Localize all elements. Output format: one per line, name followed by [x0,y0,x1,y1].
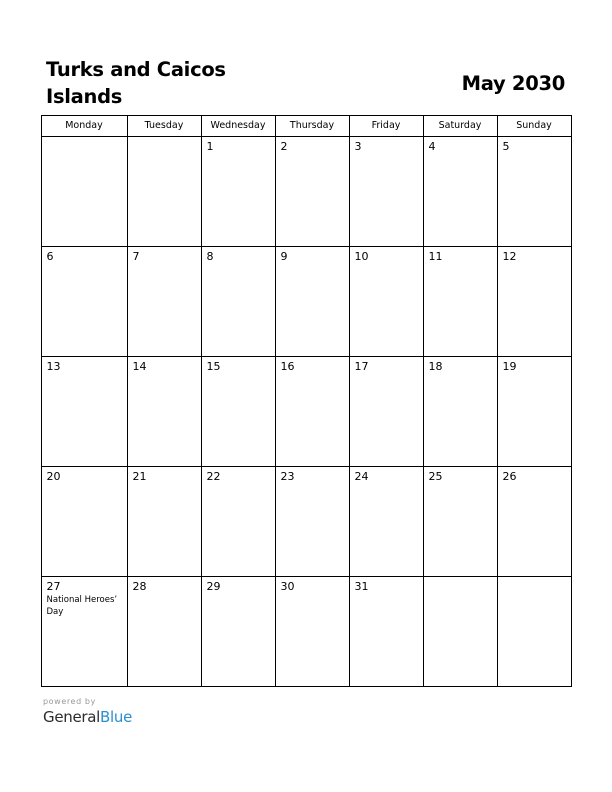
day-cell [41,576,127,686]
weekday-header: Monday [41,115,127,136]
weekday-header: Tuesday [127,115,201,136]
day-cell [497,576,571,686]
day-cell [497,356,571,466]
day-number: 8 [206,249,214,263]
day-cell [349,246,423,356]
holiday-label: National Heroes’ Day [46,594,118,617]
day-cell [127,246,201,356]
day-number: 12 [502,249,517,263]
day-cell [201,136,275,246]
day-number: 27 [46,579,61,593]
day-cell [41,356,127,466]
day-number: 2 [280,139,288,153]
day-number: 25 [428,469,443,483]
day-cell [41,466,127,576]
day-cell [349,136,423,246]
day-cell [275,576,349,686]
day-cell [423,356,497,466]
brand-name [43,707,132,727]
calendar-grid [41,115,572,687]
week-row [41,136,571,246]
weekday-header: Friday [349,115,423,136]
weekday-header: Wednesday [201,115,275,136]
day-number: 14 [132,359,147,373]
day-number: 20 [46,469,61,483]
weekday-header: Saturday [423,115,497,136]
day-cell [349,576,423,686]
week-row [41,356,571,466]
day-cell [423,576,497,686]
day-cell [349,466,423,576]
day-cell [275,246,349,356]
weekday-header-row [41,115,571,136]
day-number: 29 [206,579,221,593]
day-number: 6 [46,249,54,263]
country-title: Turks and Caicos Islands [46,58,226,108]
day-number: 15 [206,359,221,373]
weekday-header: Thursday [275,115,349,136]
day-number: 23 [280,469,295,483]
day-cell [275,356,349,466]
day-cell [127,466,201,576]
day-number: 4 [428,139,436,153]
day-number: 26 [502,469,517,483]
day-cell [127,136,201,246]
day-number: 1 [206,139,214,153]
day-cell [497,136,571,246]
week-row [41,246,571,356]
day-number: 7 [132,249,140,263]
day-cell [497,246,571,356]
day-cell [201,356,275,466]
day-number: 16 [280,359,295,373]
day-cell [275,466,349,576]
day-cell [201,576,275,686]
day-cell [41,136,127,246]
day-cell [127,576,201,686]
day-number: 19 [502,359,517,373]
day-cell [275,136,349,246]
day-number: 28 [132,579,147,593]
month-title: May 2030 [461,72,565,95]
day-number: 3 [354,139,362,153]
generalblue-logo [43,697,132,727]
day-number: 10 [354,249,369,263]
day-number: 22 [206,469,221,483]
day-number: 9 [280,249,288,263]
brand-name-part2: Blue [100,708,133,726]
weekday-header: Sunday [497,115,571,136]
day-number: 24 [354,469,369,483]
day-cell [201,246,275,356]
day-number: 11 [428,249,443,263]
day-cell [497,466,571,576]
day-cell [127,356,201,466]
day-number: 18 [428,359,443,373]
day-cell [423,136,497,246]
brand-name-part1: General [43,708,101,726]
day-number: 31 [354,579,369,593]
day-number: 5 [502,139,510,153]
week-row [41,576,571,686]
day-cell [201,466,275,576]
day-cell [423,466,497,576]
day-number: 17 [354,359,369,373]
week-row [41,466,571,576]
day-cell [423,246,497,356]
day-cell [349,356,423,466]
powered-by-label: powered by [43,697,96,706]
day-number: 30 [280,579,295,593]
day-number: 13 [46,359,61,373]
day-cell [41,246,127,356]
day-number: 21 [132,469,147,483]
